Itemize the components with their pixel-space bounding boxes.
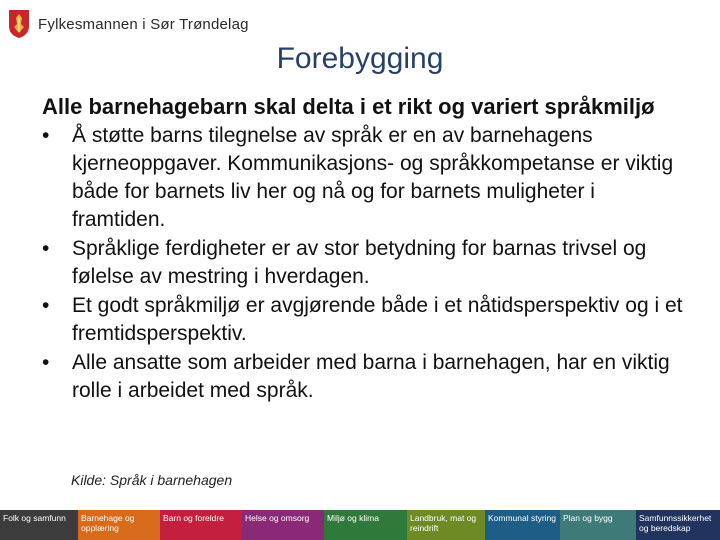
footer-item-landbruk[interactable]	[407, 510, 485, 540]
footer-item-kommunal-styring[interactable]	[485, 510, 560, 540]
org-name: Fylkesmannen i Sør Trøndelag	[38, 15, 249, 33]
footer-item-label: Miljø og klima	[327, 513, 379, 523]
footer-item-barn-og-foreldre[interactable]	[160, 510, 242, 540]
slide-content	[42, 93, 692, 406]
footer-item-label: Plan og bygg	[563, 513, 613, 523]
footer-item-folk-og-samfunn[interactable]	[0, 510, 78, 540]
footer-item-label: Folk og samfunn	[3, 513, 66, 523]
footer-item-label: Helse og omsorg	[245, 513, 310, 523]
bullet-item	[42, 122, 692, 234]
bullet-list	[42, 122, 692, 405]
bullet-icon: •	[42, 237, 50, 260]
footer-category-bar	[0, 510, 720, 540]
footer-item-label: Barnehage og opplæring	[81, 513, 135, 533]
footer-item-plan-og-bygg[interactable]	[560, 510, 636, 540]
footer-item-label: Landbruk, mat og reindrift	[410, 513, 477, 533]
slide-heading: Alle barnehagebarn skal delta i et rikt og variert språkmiljø	[42, 94, 655, 119]
header	[8, 6, 249, 42]
footer-item-helse-og-omsorg[interactable]	[242, 510, 324, 540]
bullet-icon: •	[42, 124, 50, 147]
footer-item-label: Kommunal styring	[488, 513, 557, 523]
slide-title: Forebygging	[276, 42, 444, 75]
footer-item-label: Samfunnssikkerhet og beredskap	[639, 513, 712, 533]
bullet-item	[42, 235, 692, 291]
bullet-text: Å støtte barns tilegnelse av språk er en av barnehagens kjerneoppgaver. Kommunikasjons- og språkkompetanse er viktig både for barnets liv her og nå og for barnets muligheter i framtiden.	[72, 124, 674, 231]
bullet-text: Språklige ferdigheter er av stor betydning for barnas trivsel og følelse av mestring i hverdagen.	[72, 237, 647, 288]
footer-item-label: Barn og foreldre	[163, 513, 224, 523]
footer-item-samfunnssikkerhet[interactable]	[636, 510, 720, 540]
bullet-item	[42, 292, 692, 348]
bullet-icon: •	[42, 294, 50, 317]
bullet-item	[42, 349, 692, 405]
bullet-icon: •	[42, 351, 50, 374]
bullet-text: Et godt språkmiljø er avgjørende både i et nåtidsperspektiv og i et fremtidsperspektiv.	[72, 294, 683, 345]
footer-item-barnehage-og-opplaering[interactable]	[78, 510, 160, 540]
footer-item-miljo-og-klima[interactable]	[324, 510, 407, 540]
source-citation: Kilde: Språk i barnehagen	[71, 472, 233, 488]
bullet-text: Alle ansatte som arbeider med barna i barnehagen, har en viktig rolle i arbeidet med språk.	[72, 351, 670, 402]
coat-of-arms-icon	[8, 9, 30, 39]
